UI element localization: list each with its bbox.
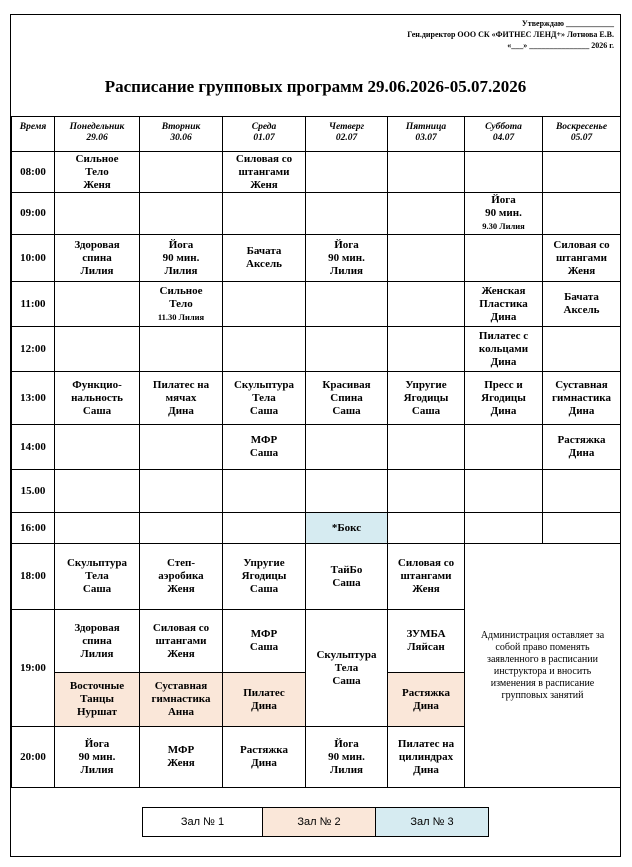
class-cell: Скульптура Тела Саша xyxy=(223,372,306,425)
class-cell: МФР Женя xyxy=(140,727,223,788)
empty-cell xyxy=(55,327,140,372)
day-name: Четверг xyxy=(328,122,365,132)
header-row xyxy=(12,117,621,152)
class-cell: Йога 90 мин. Лилия xyxy=(306,727,388,788)
empty-cell xyxy=(140,193,223,235)
class-cell: Йога 90 мин. Лилия xyxy=(140,235,223,282)
empty-cell xyxy=(306,282,388,327)
empty-cell xyxy=(388,513,465,544)
approval-line-1: Утверждаю ____________ xyxy=(521,19,614,28)
header-time: Время xyxy=(12,117,55,152)
empty-cell xyxy=(223,327,306,372)
empty-cell xyxy=(55,282,140,327)
class-cell: Функцио- нальность Саша xyxy=(55,372,140,425)
class-cell: Восточные Танцы Нуршат xyxy=(55,673,140,727)
class-cell: Красивая Спина Саша xyxy=(306,372,388,425)
day-name: Пятница xyxy=(405,122,447,132)
row-1100 xyxy=(12,282,621,327)
time-cell: 12:00 xyxy=(12,327,55,372)
row-1400 xyxy=(12,425,621,470)
row-1200 xyxy=(12,327,621,372)
row-1300 xyxy=(12,372,621,425)
row-0900 xyxy=(12,193,621,235)
class-cell: Йога 90 мин. 9.30 Лилия xyxy=(465,193,543,235)
empty-cell xyxy=(465,235,543,282)
time-cell: 15.00 xyxy=(12,470,55,513)
class-cell: Пилатес Дина xyxy=(223,673,306,727)
empty-cell xyxy=(388,152,465,193)
class-cell: Сильное Тело 11.30 Лилия xyxy=(140,282,223,327)
class-cell: Пилатес на мячах Дина xyxy=(140,372,223,425)
class-cell: Силовая со штангами Женя xyxy=(543,235,621,282)
class-cell: Силовая со штангами Женя xyxy=(223,152,306,193)
time-cell: 08:00 xyxy=(12,152,55,193)
empty-cell xyxy=(55,193,140,235)
class-cell: Растяжка Дина xyxy=(543,425,621,470)
day-date: 01.07 xyxy=(253,133,275,143)
row-1800 xyxy=(12,544,621,610)
approval-block xyxy=(407,18,614,51)
legend-hall-3: Зал № 3 xyxy=(375,807,489,837)
header-day-tue xyxy=(140,117,223,152)
day-date: 05.07 xyxy=(570,133,593,143)
class-cell: Пилатес на цилиндрах Дина xyxy=(388,727,465,788)
time-cell: 20:00 xyxy=(12,727,55,788)
class-cell: Растяжка Дина xyxy=(223,727,306,788)
class-cell: ЗУМБА Ляйсан xyxy=(388,610,465,673)
empty-cell xyxy=(388,327,465,372)
empty-cell xyxy=(140,327,223,372)
day-date: 30.06 xyxy=(170,133,192,143)
day-date: 03.07 xyxy=(415,133,437,143)
class-cell: Скульптура Тела Саша xyxy=(306,610,388,727)
row-1600 xyxy=(12,513,621,544)
row-0800 xyxy=(12,152,621,193)
empty-cell xyxy=(55,425,140,470)
header-day-sun xyxy=(543,117,621,152)
empty-cell xyxy=(55,470,140,513)
day-name: Суббота xyxy=(485,122,522,132)
empty-cell xyxy=(140,513,223,544)
class-cell: МФР Саша xyxy=(223,610,306,673)
empty-cell xyxy=(223,470,306,513)
day-name: Среда xyxy=(251,122,277,132)
day-date: 29.06 xyxy=(86,133,108,143)
class-cell: Растяжка Дина xyxy=(388,673,465,727)
empty-cell xyxy=(306,193,388,235)
row-1500 xyxy=(12,470,621,513)
class-cell: Здоровая спина Лилия xyxy=(55,610,140,673)
empty-cell xyxy=(465,470,543,513)
class-cell: Йога 90 мин. Лилия xyxy=(55,727,140,788)
empty-cell xyxy=(465,425,543,470)
empty-cell xyxy=(55,513,140,544)
day-name: Вторник xyxy=(161,122,201,132)
admin-note: Администрация оставляет за собой право поменять заявленного в расписании инструктора и вносить изменения в расписание групповых занятий xyxy=(465,544,621,788)
time-cell: 10:00 xyxy=(12,235,55,282)
time-cell: 09:00 xyxy=(12,193,55,235)
class-cell: Скульптура Тела Саша xyxy=(55,544,140,610)
empty-cell xyxy=(388,425,465,470)
class-cell: Упругие Ягодицы Саша xyxy=(223,544,306,610)
class-cell: Женская Пластика Дина xyxy=(465,282,543,327)
row-1000 xyxy=(12,235,621,282)
class-cell: Силовая со штангами Женя xyxy=(388,544,465,610)
legend-hall-2: Зал № 2 xyxy=(262,807,376,837)
hall-legend xyxy=(142,807,489,837)
empty-cell xyxy=(465,513,543,544)
time-cell: 16:00 xyxy=(12,513,55,544)
empty-cell xyxy=(543,470,621,513)
header-day-fri xyxy=(388,117,465,152)
class-cell: Суставная гимнастика Анна xyxy=(140,673,223,727)
empty-cell xyxy=(306,470,388,513)
time-cell: 13:00 xyxy=(12,372,55,425)
header-day-mon xyxy=(55,117,140,152)
class-cell: Суставная гимнастика Дина xyxy=(543,372,621,425)
header-day-sat xyxy=(465,117,543,152)
empty-cell xyxy=(306,327,388,372)
empty-cell xyxy=(388,282,465,327)
time-cell: 18:00 xyxy=(12,544,55,610)
empty-cell xyxy=(223,193,306,235)
class-cell: Пилатес с кольцами Дина xyxy=(465,327,543,372)
empty-cell xyxy=(140,425,223,470)
schedule-page xyxy=(10,14,621,857)
approval-line-2: Ген.директор ООО СК «ФИТНЕС ЛЕНД+» Лотнова Е.В. xyxy=(407,30,614,39)
time-cell: 14:00 xyxy=(12,425,55,470)
empty-cell xyxy=(543,193,621,235)
day-name: Понедельник xyxy=(69,122,125,132)
empty-cell xyxy=(388,193,465,235)
empty-cell xyxy=(388,470,465,513)
empty-cell xyxy=(306,425,388,470)
class-cell: Упругие Ягодицы Саша xyxy=(388,372,465,425)
class-cell: Здоровая спина Лилия xyxy=(55,235,140,282)
header-day-thu xyxy=(306,117,388,152)
class-cell: Бачата Аксель xyxy=(223,235,306,282)
empty-cell xyxy=(543,513,621,544)
class-cell: МФР Саша xyxy=(223,425,306,470)
empty-cell xyxy=(306,152,388,193)
approval-line-3: «___» _______________ 2026 г. xyxy=(507,41,614,50)
class-cell: *Бокс xyxy=(306,513,388,544)
class-cell: Йога 90 мин. Лилия xyxy=(306,235,388,282)
day-name: Воскресенье xyxy=(555,122,608,132)
empty-cell xyxy=(223,513,306,544)
header-day-wed xyxy=(223,117,306,152)
legend-hall-1: Зал № 1 xyxy=(142,807,263,837)
class-cell: Бачата Аксель xyxy=(543,282,621,327)
time-cell: 11:00 xyxy=(12,282,55,327)
empty-cell xyxy=(223,282,306,327)
day-date: 04.07 xyxy=(492,133,515,143)
empty-cell xyxy=(140,470,223,513)
empty-cell xyxy=(140,152,223,193)
time-cell: 19:00 xyxy=(12,610,55,727)
empty-cell xyxy=(543,152,621,193)
class-cell: Степ- аэробика Женя xyxy=(140,544,223,610)
day-date: 02.07 xyxy=(335,133,358,143)
class-cell: Силовая со штангами Женя xyxy=(140,610,223,673)
class-cell: Пресс и Ягодицы Дина xyxy=(465,372,543,425)
class-cell: ТайБо Саша xyxy=(306,544,388,610)
empty-cell xyxy=(388,235,465,282)
empty-cell xyxy=(543,327,621,372)
schedule-table xyxy=(11,116,621,788)
class-cell: Сильное Тело Женя xyxy=(55,152,140,193)
page-title: Расписание групповых программ 29.06.2026-05.07.2026 xyxy=(104,77,527,96)
empty-cell xyxy=(465,152,543,193)
